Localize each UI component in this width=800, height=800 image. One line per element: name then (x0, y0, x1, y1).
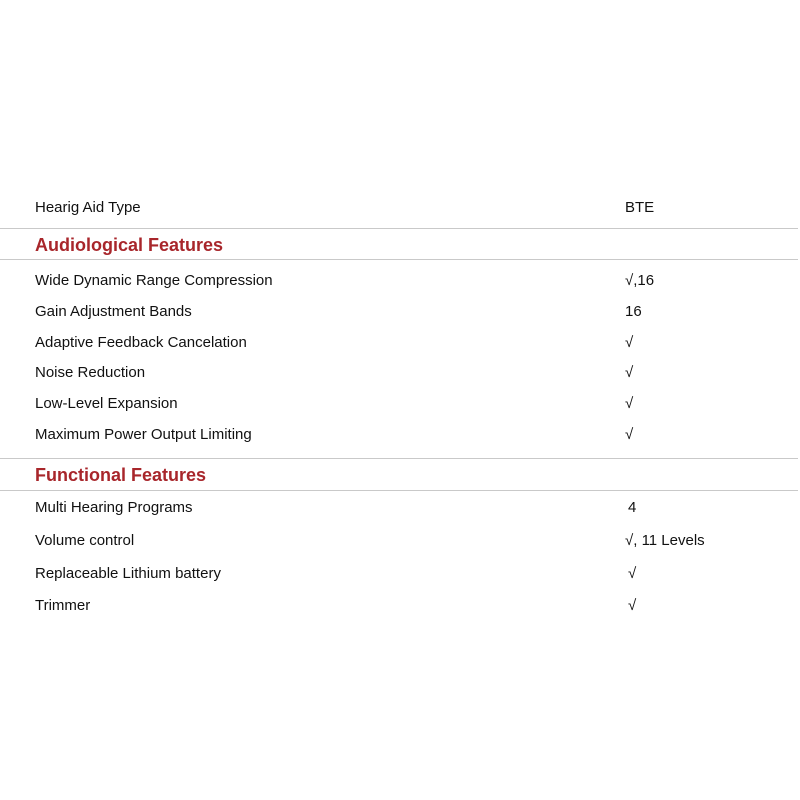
row-label: Gain Adjustment Bands (35, 303, 192, 320)
divider (0, 458, 798, 459)
row-label: Adaptive Feedback Cancelation (35, 334, 247, 351)
row-value: 4 (628, 499, 637, 516)
divider (0, 259, 798, 260)
row-label: Low-Level Expansion (35, 395, 178, 412)
row-value: √ (625, 395, 634, 412)
row-value: √,16 (625, 272, 655, 289)
row-value: √ (625, 426, 634, 443)
row-value: √ (628, 565, 637, 582)
row-label: Multi Hearing Programs (35, 499, 193, 516)
row-value: 16 (625, 303, 642, 320)
row-label: Maximum Power Output Limiting (35, 426, 252, 443)
row-label: Wide Dynamic Range Compression (35, 272, 273, 289)
row-value: √, 11 Levels (625, 532, 705, 549)
row-value: √ (625, 334, 634, 351)
row-label: Hearig Aid Type (35, 199, 141, 216)
row-label: Volume control (35, 532, 135, 549)
row-label: Noise Reduction (35, 364, 146, 381)
row-value: √ (628, 597, 637, 614)
row-label: Replaceable Lithium battery (35, 565, 221, 582)
row-value: √ (625, 364, 634, 381)
section-title-functional: Functional Features (35, 465, 207, 485)
divider (0, 490, 798, 491)
divider (0, 228, 798, 229)
row-label: Trimmer (35, 597, 91, 614)
row-value: BTE (625, 199, 655, 216)
section-title-audiological: Audiological Features (35, 235, 224, 255)
